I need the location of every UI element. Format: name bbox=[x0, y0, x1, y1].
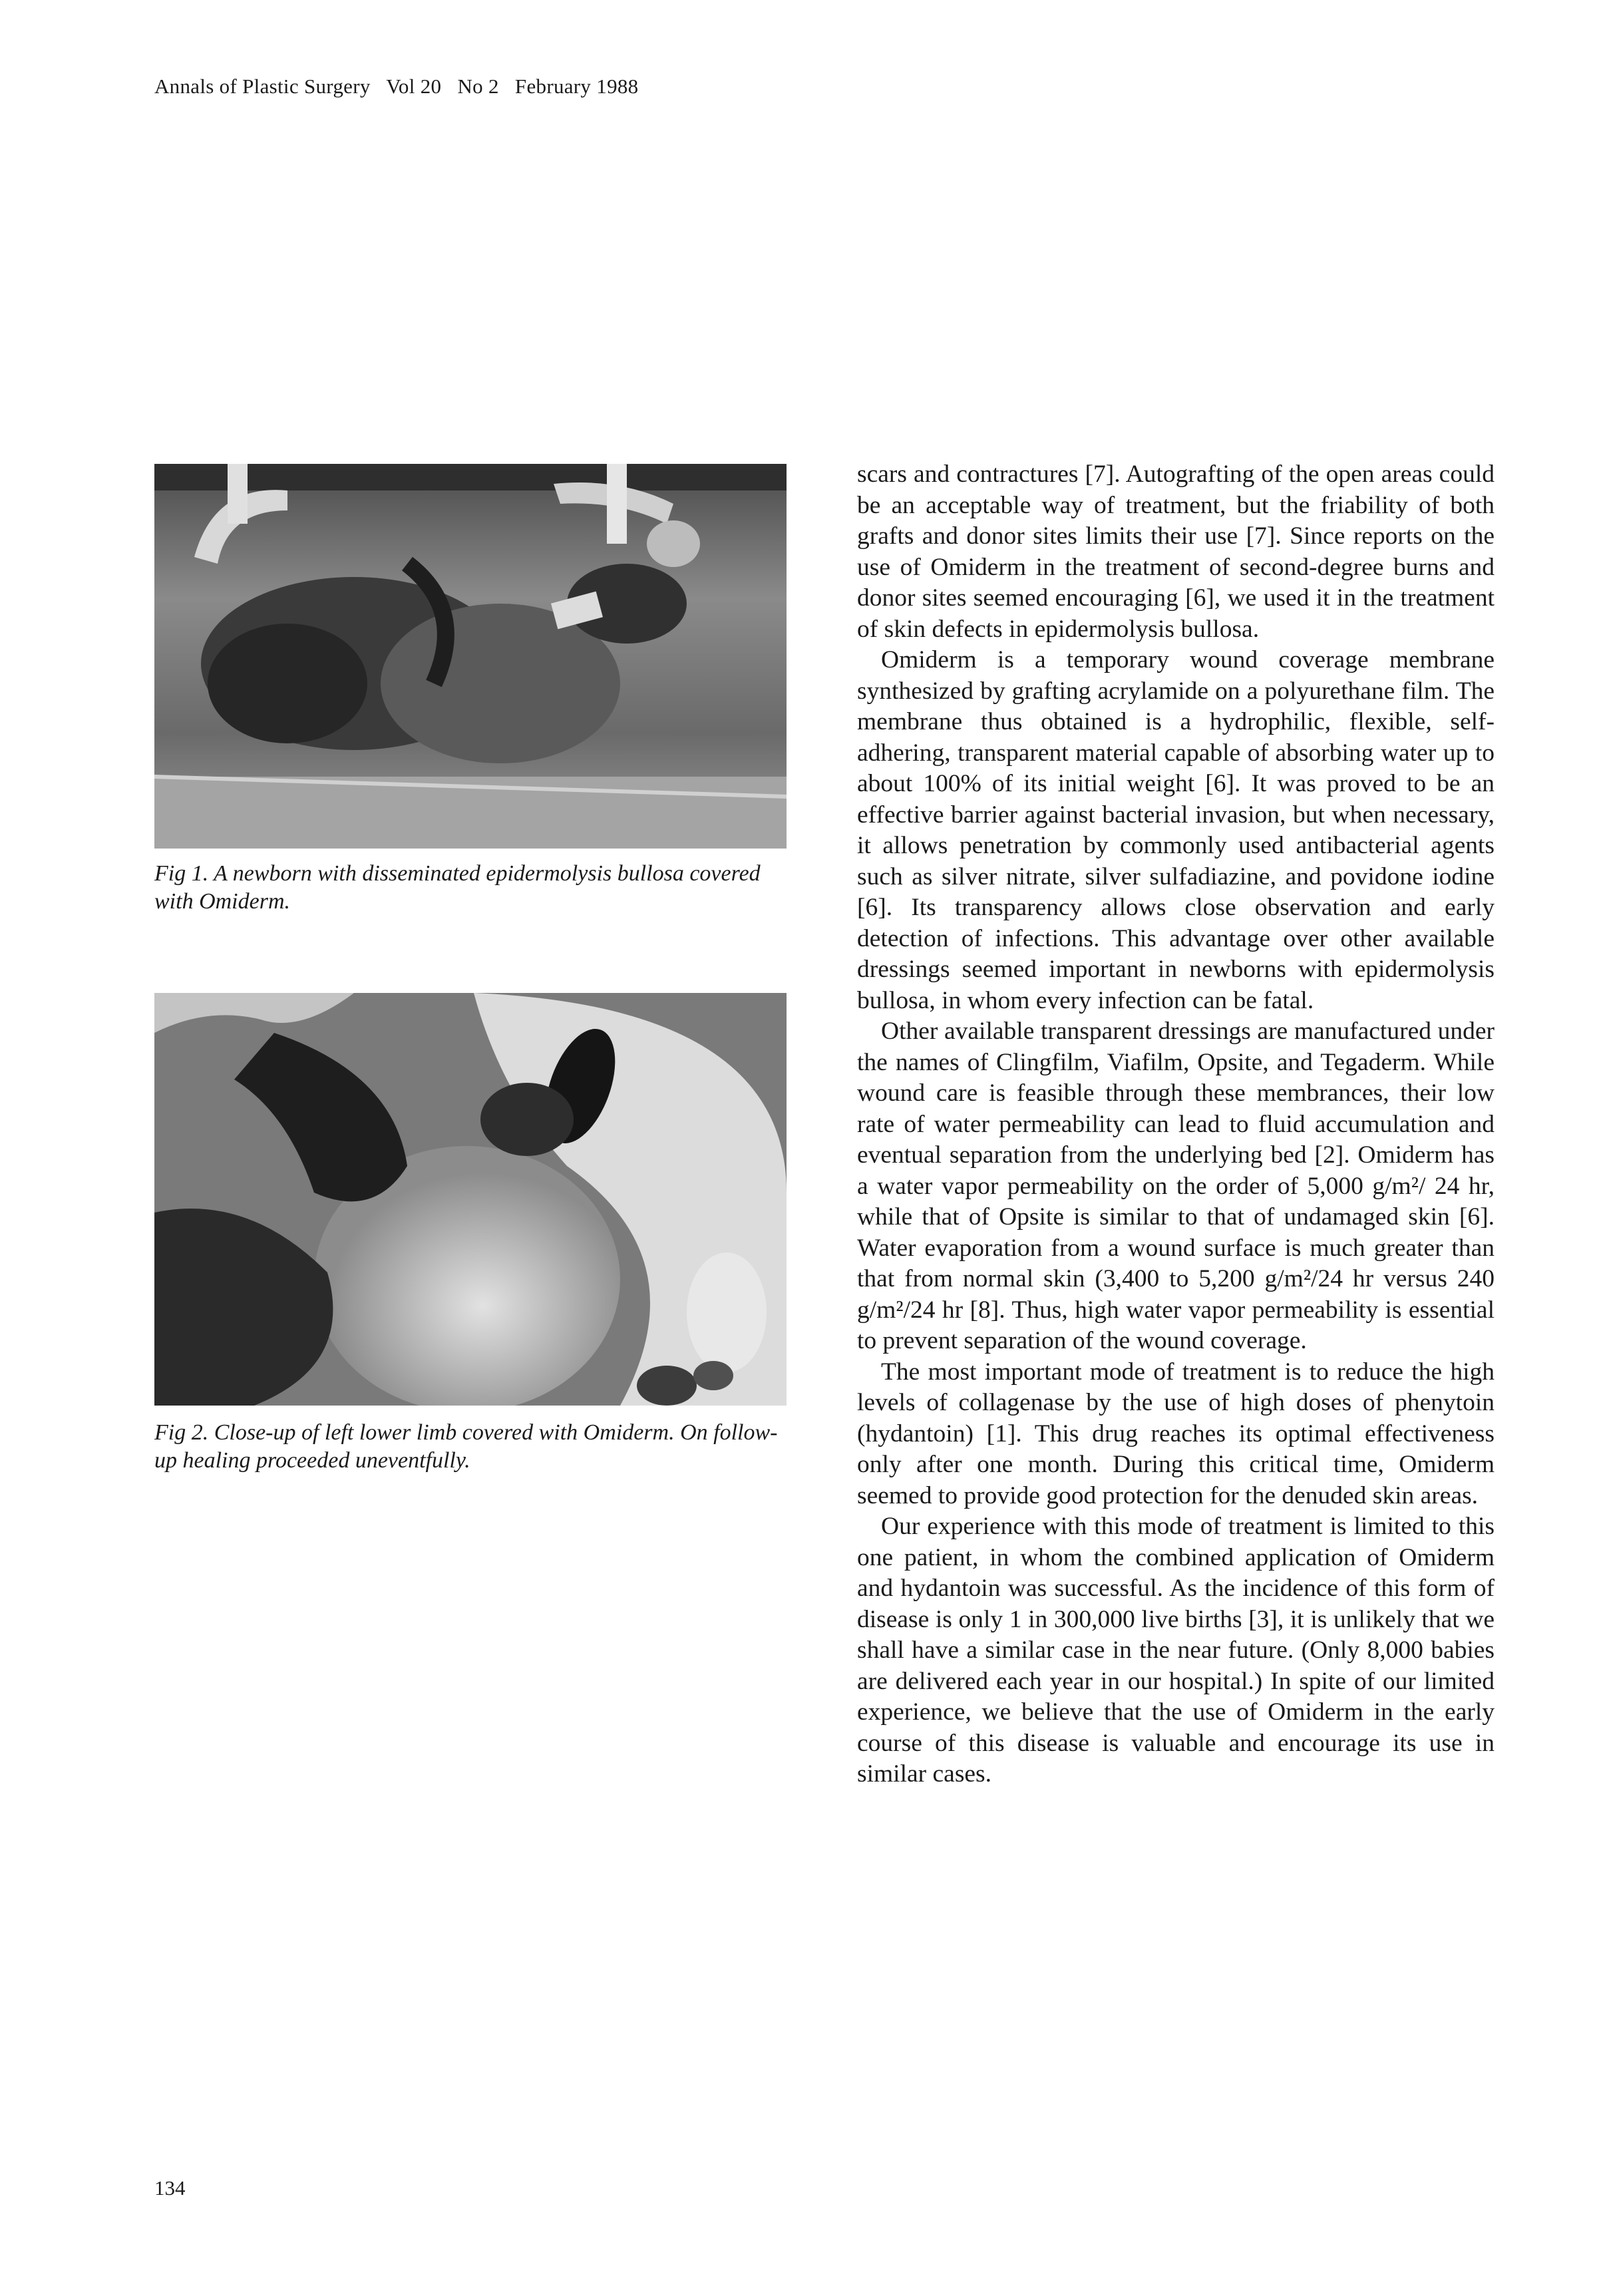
figure-1-photo bbox=[154, 464, 787, 849]
body-paragraph: Other available transparent dressings are manufactured under the names of Clingfilm, Viafilm, Opsite, and Tegaderm. While wound care is feasible through these membrances, their low rate of water permeability can lead to fluid accumulation and eventual separation from the underlying bed [2]. Omiderm has a water vapor permeability on the order of 5,000 g/m²/ 24 hr, while that of Opsite is similar to that of undamaged skin [6]. Water evaporation from a wound surface is much greater than that from normal skin (3,400 to 5,200 g/m²/24 hr versus 240 g/m²/24 hr [8]. Thus, high water vapor permeability is essential to prevent separation of the wound coverage. bbox=[857, 1018, 1495, 1354]
page-number: 134 bbox=[154, 2176, 186, 2200]
body-paragraph: Our experience with this mode of treatment is limited to this one patient, in whom the combined application of Omiderm and hydantoin was successful. As the incidence of this form of disease is only 1 in 300,000 live births [3], it is unlikely that we shall have a similar case in the near future. (Only 8,000 babies are delivered each year in our hospital.) In spite of our limited experience, we believe that the use of Omiderm in the early course of this disease is valuable and encourage its use in similar cases. bbox=[857, 1513, 1495, 1788]
figure-1-caption: Fig 1. A newborn with disseminated epidermolysis bullosa covered with Omiderm. bbox=[154, 861, 761, 914]
figure-2-photo bbox=[154, 993, 787, 1406]
body-paragraph: The most important mode of treatment is to reduce the high levels of collagenase by the use of high doses of phenytoin (hydantoin) [1]. This drug reaches its optimal effectiveness only after one month. During this critical time, Omiderm seemed to provide good protection for the denuded skin areas. bbox=[857, 1358, 1495, 1509]
body-paragraph: Omiderm is a temporary wound coverage membrane synthesized by grafting acrylamide on a polyurethane film. The membrane thus obtained is a hydrophilic, flexible, self-adhering, transparent material capable of absorbing water up to about 100% of its initial weight [6]. It was proved to be an effective barrier against bacterial invasion, but when necessary, it allows penetration by commonly used antibacterial agents such as silver nitrate, silver sulfadiazine, and povidone iodine [6]. Its transparency allows close observation and early detection of infections. This advantage over other available dressings seemed important in newborns with epidermolysis bullosa, in whom every infection can be fatal. bbox=[857, 646, 1495, 1014]
figure-2-image bbox=[154, 993, 787, 1406]
body-text-column bbox=[857, 459, 1495, 1790]
running-head: Annals of Plastic Surgery Vol 20 No 2 February 1988 bbox=[154, 75, 639, 98]
body-paragraph: scars and contractures [7]. Autografting of the open areas could be an acceptable way of treatment, but the friability of both grafts and donor sites limits their use [7]. Since reports on the use of Omiderm in the treatment of second-degree burns and donor sites seemed encouraging [6], we used it in the treatment of skin defects in epidermolysis bullosa. bbox=[857, 461, 1495, 643]
figure-1-image bbox=[154, 464, 787, 849]
figure-2-caption: Fig 2. Close-up of left lower limb covered with Omiderm. On follow-up healing proceeded uneventfully. bbox=[154, 1420, 778, 1473]
